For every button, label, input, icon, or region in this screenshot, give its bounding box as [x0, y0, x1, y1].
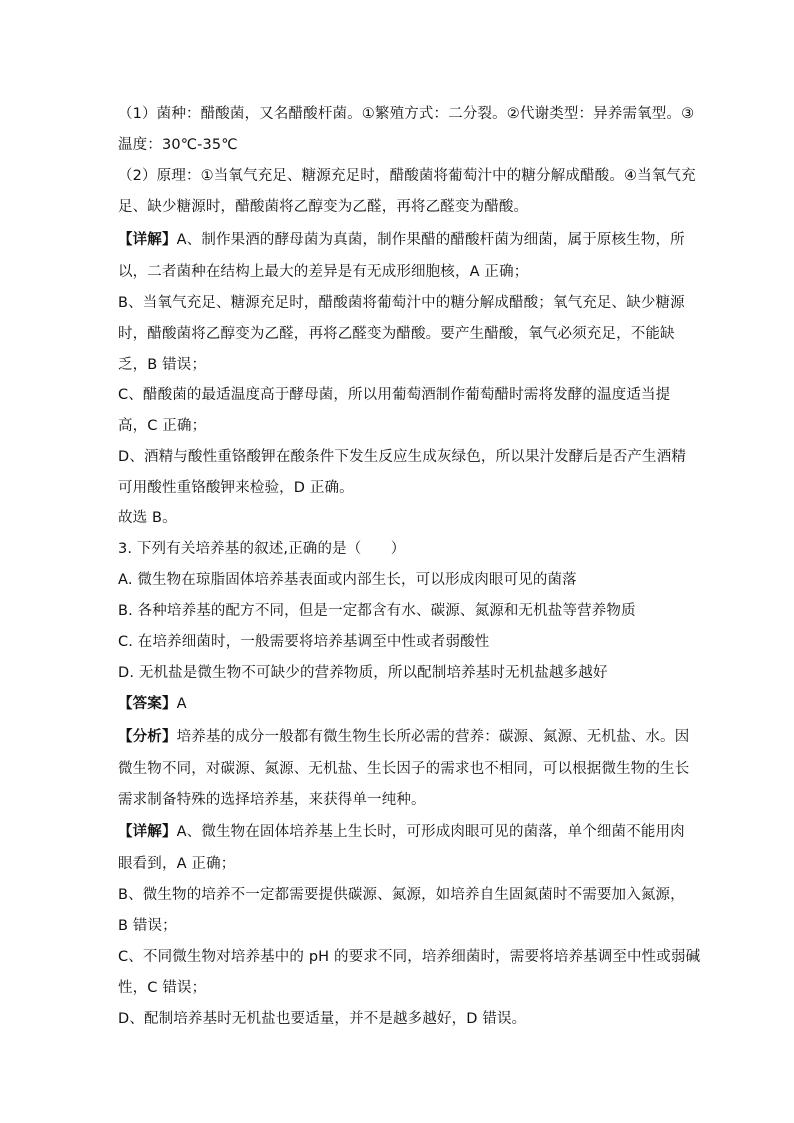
line-text: B 错误；	[118, 918, 177, 934]
line-text: （1）菌种：醋酸菌，又名醋酸杆菌。①繁殖方式：二分裂。②代谢类型：异养需氧型。③	[118, 106, 695, 122]
line-text: （2）原理：①当氧气充足、糖源充足时，醋酸菌将葡萄汁中的糖分解成醋酸。④当氧气充	[118, 168, 696, 184]
text-line	[118, 508, 177, 528]
line-text: 温度：30℃-35℃	[118, 137, 238, 153]
line-text: A	[176, 696, 187, 712]
line-text: 眼看到，A 正确；	[118, 856, 236, 872]
line-text: A. 微生物在琼脂固体培养基表面或内部生长，可以形成肉眼可见的菌落	[118, 572, 577, 588]
text-line	[118, 885, 685, 905]
text-line	[118, 727, 689, 747]
line-text: C、醋酸菌的最适温度高于酵母菌，所以用葡萄酒制作葡萄醋时需将发酵的温度适当提	[118, 387, 671, 403]
text-line	[118, 978, 206, 998]
text-line	[118, 262, 528, 282]
option-a	[118, 570, 577, 590]
line-text: 微生物不同，对碳源、氮源、无机盐、生长因子的需求也不相同，可以根据微生物的生长	[118, 761, 690, 777]
line-text: 可用酸性重铬酸钾来检验，D 正确。	[118, 480, 354, 496]
line-text: 高，C 正确；	[118, 418, 207, 434]
line-text: 足、缺少糖源时，醋酸菌将乙醇变为乙醛，再将乙醛变为醋酸。	[118, 199, 529, 215]
option-b	[118, 601, 636, 621]
line-text: C. 在培养细菌时，一般需要将培养基调至中性或者弱酸性	[118, 634, 490, 650]
option-c	[118, 632, 489, 652]
text-line	[118, 104, 694, 124]
line-text: 培养基的成分一般都有微生物生长所必需的营养：碳源、氮源、无机盐、水。因	[176, 729, 690, 745]
line-text: B、当氧气充足、糖源充足时，醋酸菌将葡萄汁中的糖分解成醋酸；氧气充足、缺少糖源	[118, 295, 685, 311]
answer-line	[118, 694, 187, 714]
text-line	[118, 854, 235, 874]
text-line	[118, 197, 528, 217]
question-stem	[118, 539, 405, 559]
line-prefix: 【详解】	[118, 824, 177, 840]
line-text: 故选 B。	[118, 510, 177, 526]
line-text: 需求制备特殊的选择培养基，来获得单一纯种。	[118, 792, 426, 808]
text-line	[118, 790, 426, 810]
line-text: 以，二者菌种在结构上最大的差异是有无成形细胞核，A 正确；	[118, 264, 529, 280]
line-text: A、微生物在固体培养基上生长时，可形成肉眼可见的菌落，单个细菌不能用肉	[176, 824, 685, 840]
line-text: D、配制培养基时无机盐也要适量，并不是越多越好，D 错误。	[118, 1011, 527, 1027]
line-text: D. 无机盐是微生物不可缺少的营养物质，所以配制培养基时无机盐越多越好	[118, 665, 608, 681]
line-text: A、制作果酒的酵母菌为真菌，制作果醋的醋酸杆菌为细菌，属于原核生物，所	[176, 232, 685, 248]
text-line	[118, 447, 686, 467]
line-text: 3. 下列有关培养基的叙述,正确的是（ ）	[118, 541, 406, 557]
line-text: C、不同微生物对培养基中的 pH 的要求不同，培养细菌时，需要将培养基调至中性或弱碱	[118, 949, 701, 965]
text-line	[118, 135, 238, 155]
text-line	[118, 385, 670, 405]
text-line	[118, 293, 685, 313]
text-line	[118, 916, 177, 936]
text-line	[118, 166, 696, 186]
text-line	[118, 759, 689, 779]
line-text: 时，醋酸菌将乙醇变为乙醛，再将乙醛变为醋酸。要产生醋酸，氧气必须充足，不能缺	[118, 326, 675, 342]
line-text: D、酒精与酸性重铬酸钾在酸条件下发生反应生成灰绿色，所以果汁发酵后是否产生酒精	[118, 449, 687, 465]
line-prefix: 【答案】	[118, 696, 177, 712]
text-line	[118, 416, 206, 436]
text-line	[118, 1009, 526, 1029]
line-prefix: 【详解】	[118, 232, 177, 248]
text-line	[118, 230, 685, 250]
text-line	[118, 324, 675, 344]
text-line	[118, 355, 206, 375]
text-line	[118, 478, 354, 498]
option-d	[118, 663, 608, 683]
line-text: B、微生物的培养不一定都需要提供碳源、氮源，如培养自生固氮菌时不需要加入氮源，	[118, 887, 685, 903]
line-text: B. 各种培养基的配方不同，但是一定都含有水、碳源、氮源和无机盐等营养物质	[118, 603, 636, 619]
text-line	[118, 822, 685, 842]
text-line	[118, 947, 700, 967]
line-prefix: 【分析】	[118, 729, 177, 745]
line-text: 乏，B 错误；	[118, 357, 207, 373]
line-text: 性，C 错误；	[118, 980, 207, 996]
